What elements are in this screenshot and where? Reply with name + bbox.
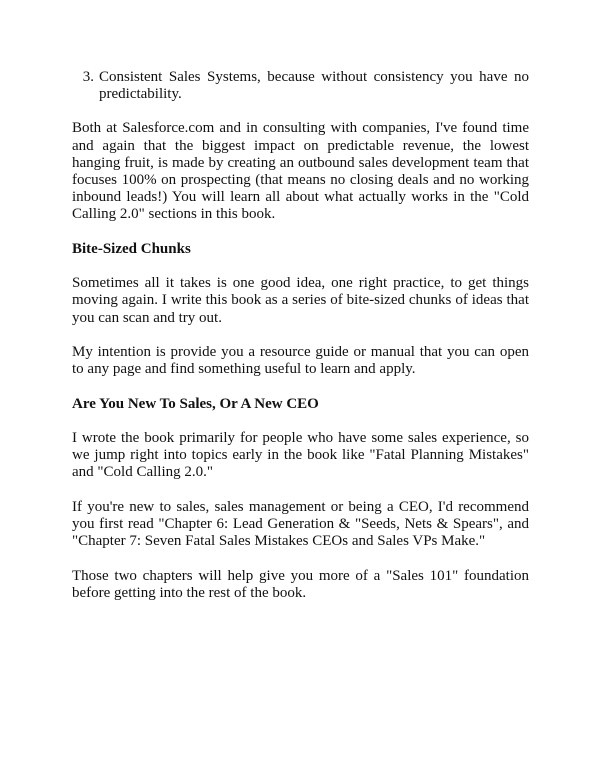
paragraph-salesforce-outbound: Both at Salesforce.com and in consulting with companies, I've found time and again that the biggest impact on predictable revenue, the lowest hanging fruit, is made by creating an outbound sales development team that focuses 100% on prospecting (that means no closing deals and no working inbound leads!) You will learn all about what actually works in the "Cold Calling 2.0" sections in this book. (72, 120, 529, 223)
list-item (72, 69, 529, 103)
heading-new-to-sales: Are You New To Sales, Or A New CEO (72, 395, 319, 412)
list-item-text: Consistent Sales Systems, because without consistency you have no predictability. (99, 69, 529, 103)
list-number: 3. (82, 69, 94, 85)
heading-bite-sized-chunks: Bite-Sized Chunks (72, 240, 191, 257)
paragraph-intention: My intention is provide you a resource guide or manual that you can open to any page and find something useful to learn and apply. (72, 344, 529, 378)
document-page (72, 69, 529, 619)
paragraph-recommend-chapters: If you're new to sales, sales management or being a CEO, I'd recommend you first read "Chapter 6: Lead Generation & "Seeds, Nets & Spears", and "Chapter 7: Seven Fatal Sales Mistakes CEOs and Sales VPs Make." (72, 498, 529, 550)
paragraph-one-good-idea: Sometimes all it takes is one good idea, one right practice, to get things moving again. I write this book as a series of bite-sized chunks of ideas that you can scan and try out. (72, 275, 529, 326)
paragraph-sales-experience: I wrote the book primarily for people who have some sales experience, so we jump right into topics early in the book like "Fatal Planning Mistakes" and "Cold Calling 2.0." (72, 429, 529, 481)
paragraph-sales-101: Those two chapters will help give you more of a "Sales 101" foundation before getting into the rest of the book. (72, 567, 529, 601)
